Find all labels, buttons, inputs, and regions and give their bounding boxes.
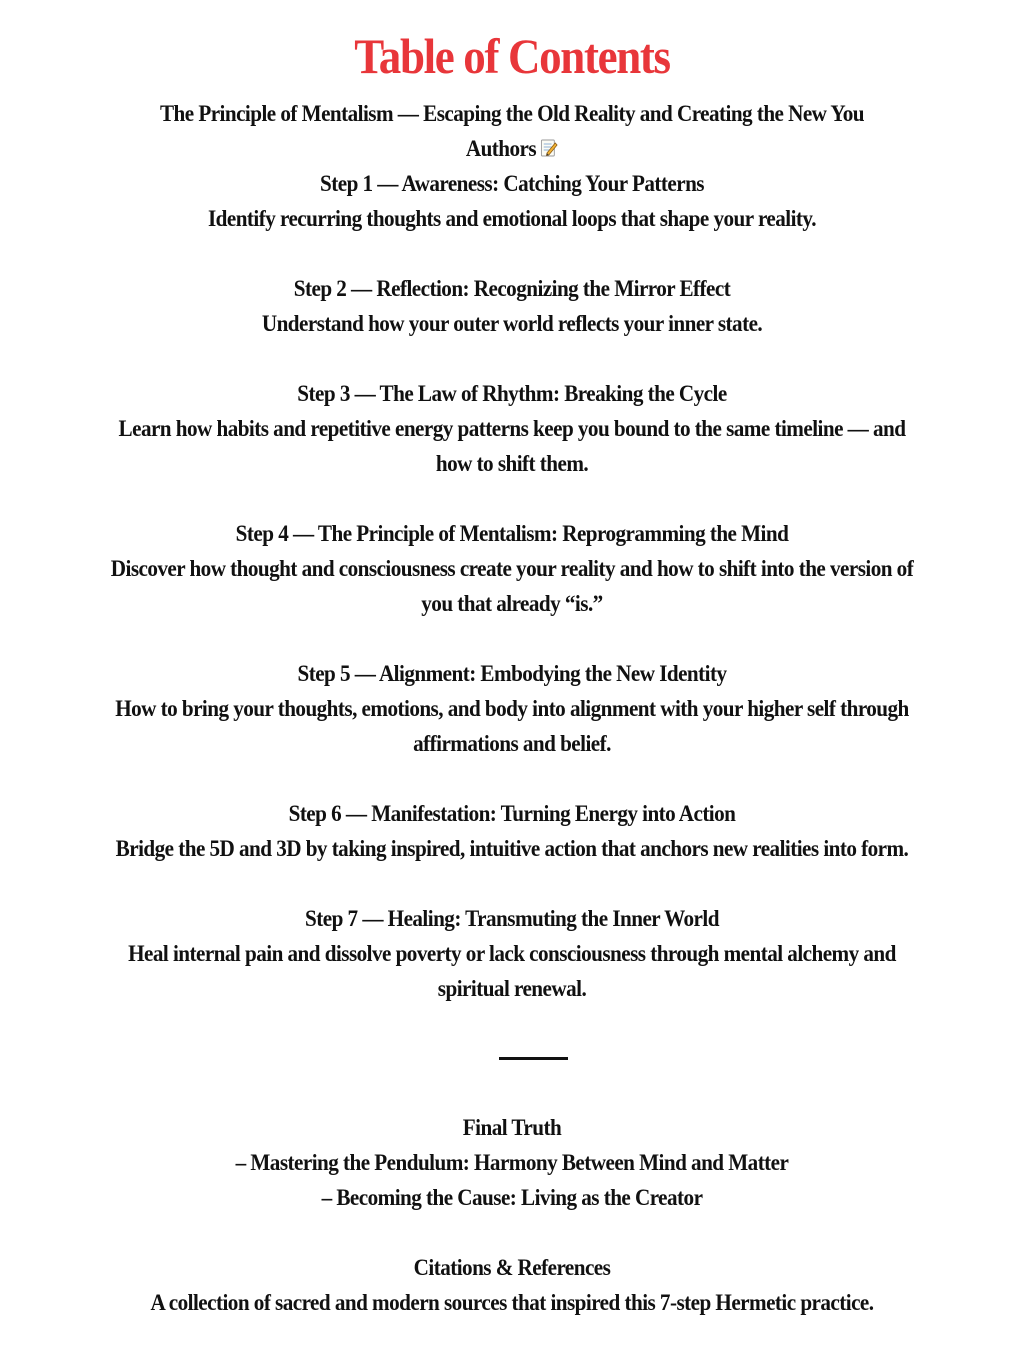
step-7-description-line-1: Heal internal pain and dissolve poverty or lack consciousness through mental alchemy and (128, 941, 896, 966)
step-2-description: Understand how your outer world reflects your inner state. (261, 311, 763, 336)
step-3-description-line-1: Learn how habits and repetitive energy patterns keep you bound to the same timeline — and (118, 416, 906, 441)
final-truth-item-2: – Becoming the Cause: Living as the Creator (321, 1185, 703, 1210)
citations-description: A collection of sacred and modern sources that inspired this 7-step Hermetic practice. (150, 1290, 874, 1315)
final-truth-heading: Final Truth (462, 1115, 562, 1140)
step-1-heading: Step 1 — Awareness: Catching Your Patterns (320, 171, 704, 196)
step-3-description-line-2: how to shift them. (435, 451, 589, 476)
step-6-heading: Step 6 — Manifestation: Turning Energy into Action (288, 801, 736, 826)
authors-label: Authors (465, 136, 537, 161)
memo-icon (540, 138, 558, 158)
authors-line (41, 131, 983, 166)
page-title: Table of Contents (354, 28, 670, 84)
step-5-heading: Step 5 — Alignment: Embodying the New Identity (297, 661, 727, 686)
step-6-description: Bridge the 5D and 3D by taking inspired, intuitive action that anchors new realities into form. (115, 836, 909, 861)
step-7-description-line-2: spiritual renewal. (437, 976, 587, 1001)
step-5-description-line-1: How to bring your thoughts, emotions, and body into alignment with your higher self through (115, 696, 909, 721)
step-4-heading: Step 4 — The Principle of Mentalism: Reprogramming the Mind (235, 521, 789, 546)
final-truth-item-1: – Mastering the Pendulum: Harmony Between Mind and Matter (235, 1150, 789, 1175)
intro-heading: The Principle of Mentalism — Escaping the Old Reality and Creating the New You (159, 101, 865, 126)
step-2-heading: Step 2 — Reflection: Recognizing the Mirror Effect (293, 276, 731, 301)
step-5-description-line-2: affirmations and belief. (413, 731, 611, 756)
step-4-description-line-2: you that already “is.” (421, 591, 603, 616)
step-3-heading: Step 3 — The Law of Rhythm: Breaking the Cycle (297, 381, 727, 406)
step-1-description: Identify recurring thoughts and emotional loops that shape your reality. (207, 206, 817, 231)
section-divider (499, 1057, 568, 1060)
citations-heading: Citations & References (413, 1255, 611, 1280)
step-7-heading: Step 7 — Healing: Transmuting the Inner World (305, 906, 719, 931)
step-4-description-line-1: Discover how thought and consciousness create your reality and how to shift into the version of (110, 556, 914, 581)
